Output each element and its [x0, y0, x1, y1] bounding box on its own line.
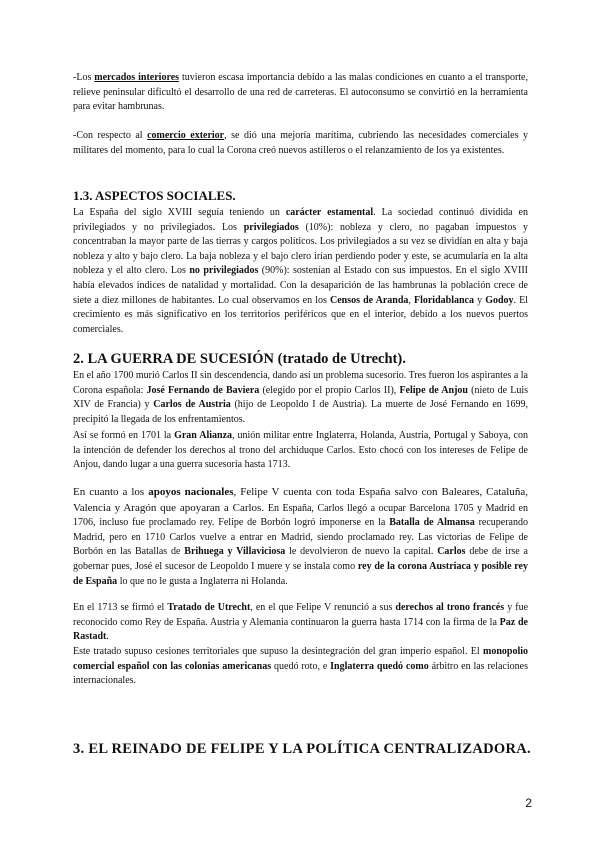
bold-term: carácter estamental: [285, 207, 374, 218]
bold-term: Paz de Rastadt: [73, 616, 528, 643]
bold-term: rey de la corona Austriaca y posible rey de España: [73, 560, 528, 587]
text-run: y: [474, 294, 486, 306]
text-run: (hijo de Leopoldo I de Austria). La muerte de José Fernando en 1699, precipitó la llegada de los enfrentamientos.: [73, 399, 528, 425]
bold-term: mercados interiores: [94, 72, 180, 83]
text-run: (elegido por el propio Carlos II),: [259, 384, 400, 396]
text-run: y fue reconocido como Rey de España. Austria y Alemania continuaron la guerra hasta 1714 con la firma de la: [73, 602, 529, 628]
text-run: , en el que Felipe V renunció a sus: [250, 602, 396, 613]
paragraph-gran-alianza: [73, 429, 528, 473]
bold-term: derechos al trono francés: [395, 602, 505, 613]
bold-term: Inglaterra quedó como: [330, 660, 429, 672]
text-run: ,: [408, 294, 414, 306]
text-run: , Felipe V cuenta con toda España salvo con Baleares, Cataluña, Valencia y Aragón que apoyaran a Carlos.: [73, 486, 528, 514]
paragraph-comercio-exterior: [73, 129, 528, 158]
text-run: . El crecimiento es más significativo en los territorios periféricos que en el interior, debido a los nuevos puertos comerciales.: [73, 294, 529, 335]
bold-term: monopolio comercial español con las colonias americanas: [73, 646, 528, 672]
bold-term: Carlos de Austria: [153, 399, 231, 411]
text-run: (90%): sostenían al Estado con sus impuestos. En el siglo XVIII había elevados índices de natalidad y mortalidad. Con la desaparición de las hambrunas la población crece de siete a diez millones de habitantes. Lo cual observamos en los: [73, 265, 528, 306]
text-run: , unión militar entre Inglaterra, Holanda, Austria, Portugal y Saboya, con la intención de defender los derechos al trono del archiduque Carlos. Esto chocó con los intereses de Felipe de Anjou, dando lugar a una guerra sucesoria hasta 1713.: [73, 430, 528, 471]
paragraph-tratado-utrecht: [73, 601, 528, 645]
bold-term: José Fernando de Baviera: [146, 384, 260, 396]
heading-reinado-felipe: 3. EL REINADO DE FELIPE Y LA POLÍTICA CENTRALIZADORA.: [73, 741, 531, 757]
bold-term: Censos de Aranda: [329, 294, 409, 306]
bold-term: Brihuega y Villaviciosa: [184, 546, 286, 558]
text-run: -Con respecto al: [73, 130, 148, 141]
bold-term: comercio exterior: [147, 130, 225, 141]
text-run: . La sociedad continuó dividida en privilegiados y no privilegiados. Los: [73, 207, 528, 233]
text-run: , se dió una mejoría marítima, cubriendo las necesidades comerciales y militares del momento, para lo cual la Corona creó nuevos astilleros o el relanzamiento de los ya existentes.: [73, 130, 528, 156]
paragraph-aspectos-sociales: [73, 206, 528, 337]
bold-term: Tratado de Utrecht: [167, 602, 251, 613]
bold-term: Godoy: [485, 294, 514, 306]
text-run: quedó roto, e: [271, 660, 331, 672]
text-run: recuperando Madrid, pero en 1710 Carlos vuelve a entrar en Madrid, siendo proclamado rey. Las victorias de Felipe de Borbón en las Batallas de: [73, 517, 528, 558]
text-run: debe de irse a gobernar pues, José el sucesor de Leopoldo I muere y se instala como: [73, 546, 528, 572]
text-run: En el 1713 se firmó el: [73, 602, 168, 613]
page-number: 2: [525, 796, 532, 810]
text-run: (10%): nobleza y clero, no pagaban impuestos y concentraban la mayor parte de las tierras y cargos políticos. Los privilegiados a su vez se dividían en alta y baja nobleza y alto y bajo clero. La baja nobleza y el bajo clero irían perdiendo poder y este, se acumularía en la alta nobleza y el alto clero. Los: [73, 221, 528, 277]
bold-term: privilegiados: [243, 221, 299, 233]
text-run: Este tratado supuso cesiones territoriales que supuso la desintegración del gran imperio español. El: [73, 646, 483, 657]
text-run: .: [106, 631, 109, 643]
bold-term: Felipe de Anjou: [399, 384, 468, 396]
heading-guerra-sucesion: 2. LA GUERRA DE SUCESIÓN (tratado de Utrecht).: [73, 351, 406, 367]
text-run: le devolvieron de nuevo la capital.: [285, 546, 438, 558]
text-run: (nieto de Luis XIV de Francia) y: [73, 384, 528, 411]
bold-term: apoyos nacionales: [148, 486, 234, 498]
text-run: tuvieron escasa importancia debido a las malas condiciones en cuanto a el transporte, relieve peninsular dificultó el desarrollo de una red de carreteras. El autoconsumo se convirtió en la herramienta para evitar hambrunas.: [73, 72, 528, 113]
text-run: Así se formó en 1701 la: [73, 430, 175, 441]
paragraph-mercados-interiores: [73, 71, 528, 115]
heading-aspectos-sociales: 1.3. ASPECTOS SOCIALES.: [73, 188, 236, 203]
bold-term: Floridablanca: [413, 294, 474, 306]
text-run: En el año 1700 murió Carlos II sin descendencia, dando así un problema sucesorio. Tres fueron los aspirantes a la Corona española:: [73, 370, 528, 396]
bold-term: Carlos: [437, 546, 466, 558]
paragraph-cesiones-territoriales: [73, 645, 528, 689]
bold-term: Gran Alianza: [174, 430, 233, 441]
bold-term: no privilegiados: [189, 265, 259, 277]
text-run: La España del siglo XVIII seguía teniendo un: [73, 207, 286, 218]
text-run: En España, Carlos llegó a ocupar Barcelona 1705 y Madrid en 1706, incluso fue proclamado rey. Felipe de Borbón logró imponerse en la: [73, 502, 528, 529]
text-run: árbitro en las relaciones internacionales.: [73, 660, 528, 687]
text-run: -Los: [73, 72, 95, 83]
bold-term: Batalla de Almansa: [389, 517, 475, 529]
paragraph-aspirantes: [73, 369, 528, 427]
text-run: En cuanto a los: [73, 486, 149, 498]
paragraph-apoyos-nacionales: [73, 485, 528, 589]
text-run: lo que no le gusta a Inglaterra ni Holanda.: [117, 575, 288, 587]
